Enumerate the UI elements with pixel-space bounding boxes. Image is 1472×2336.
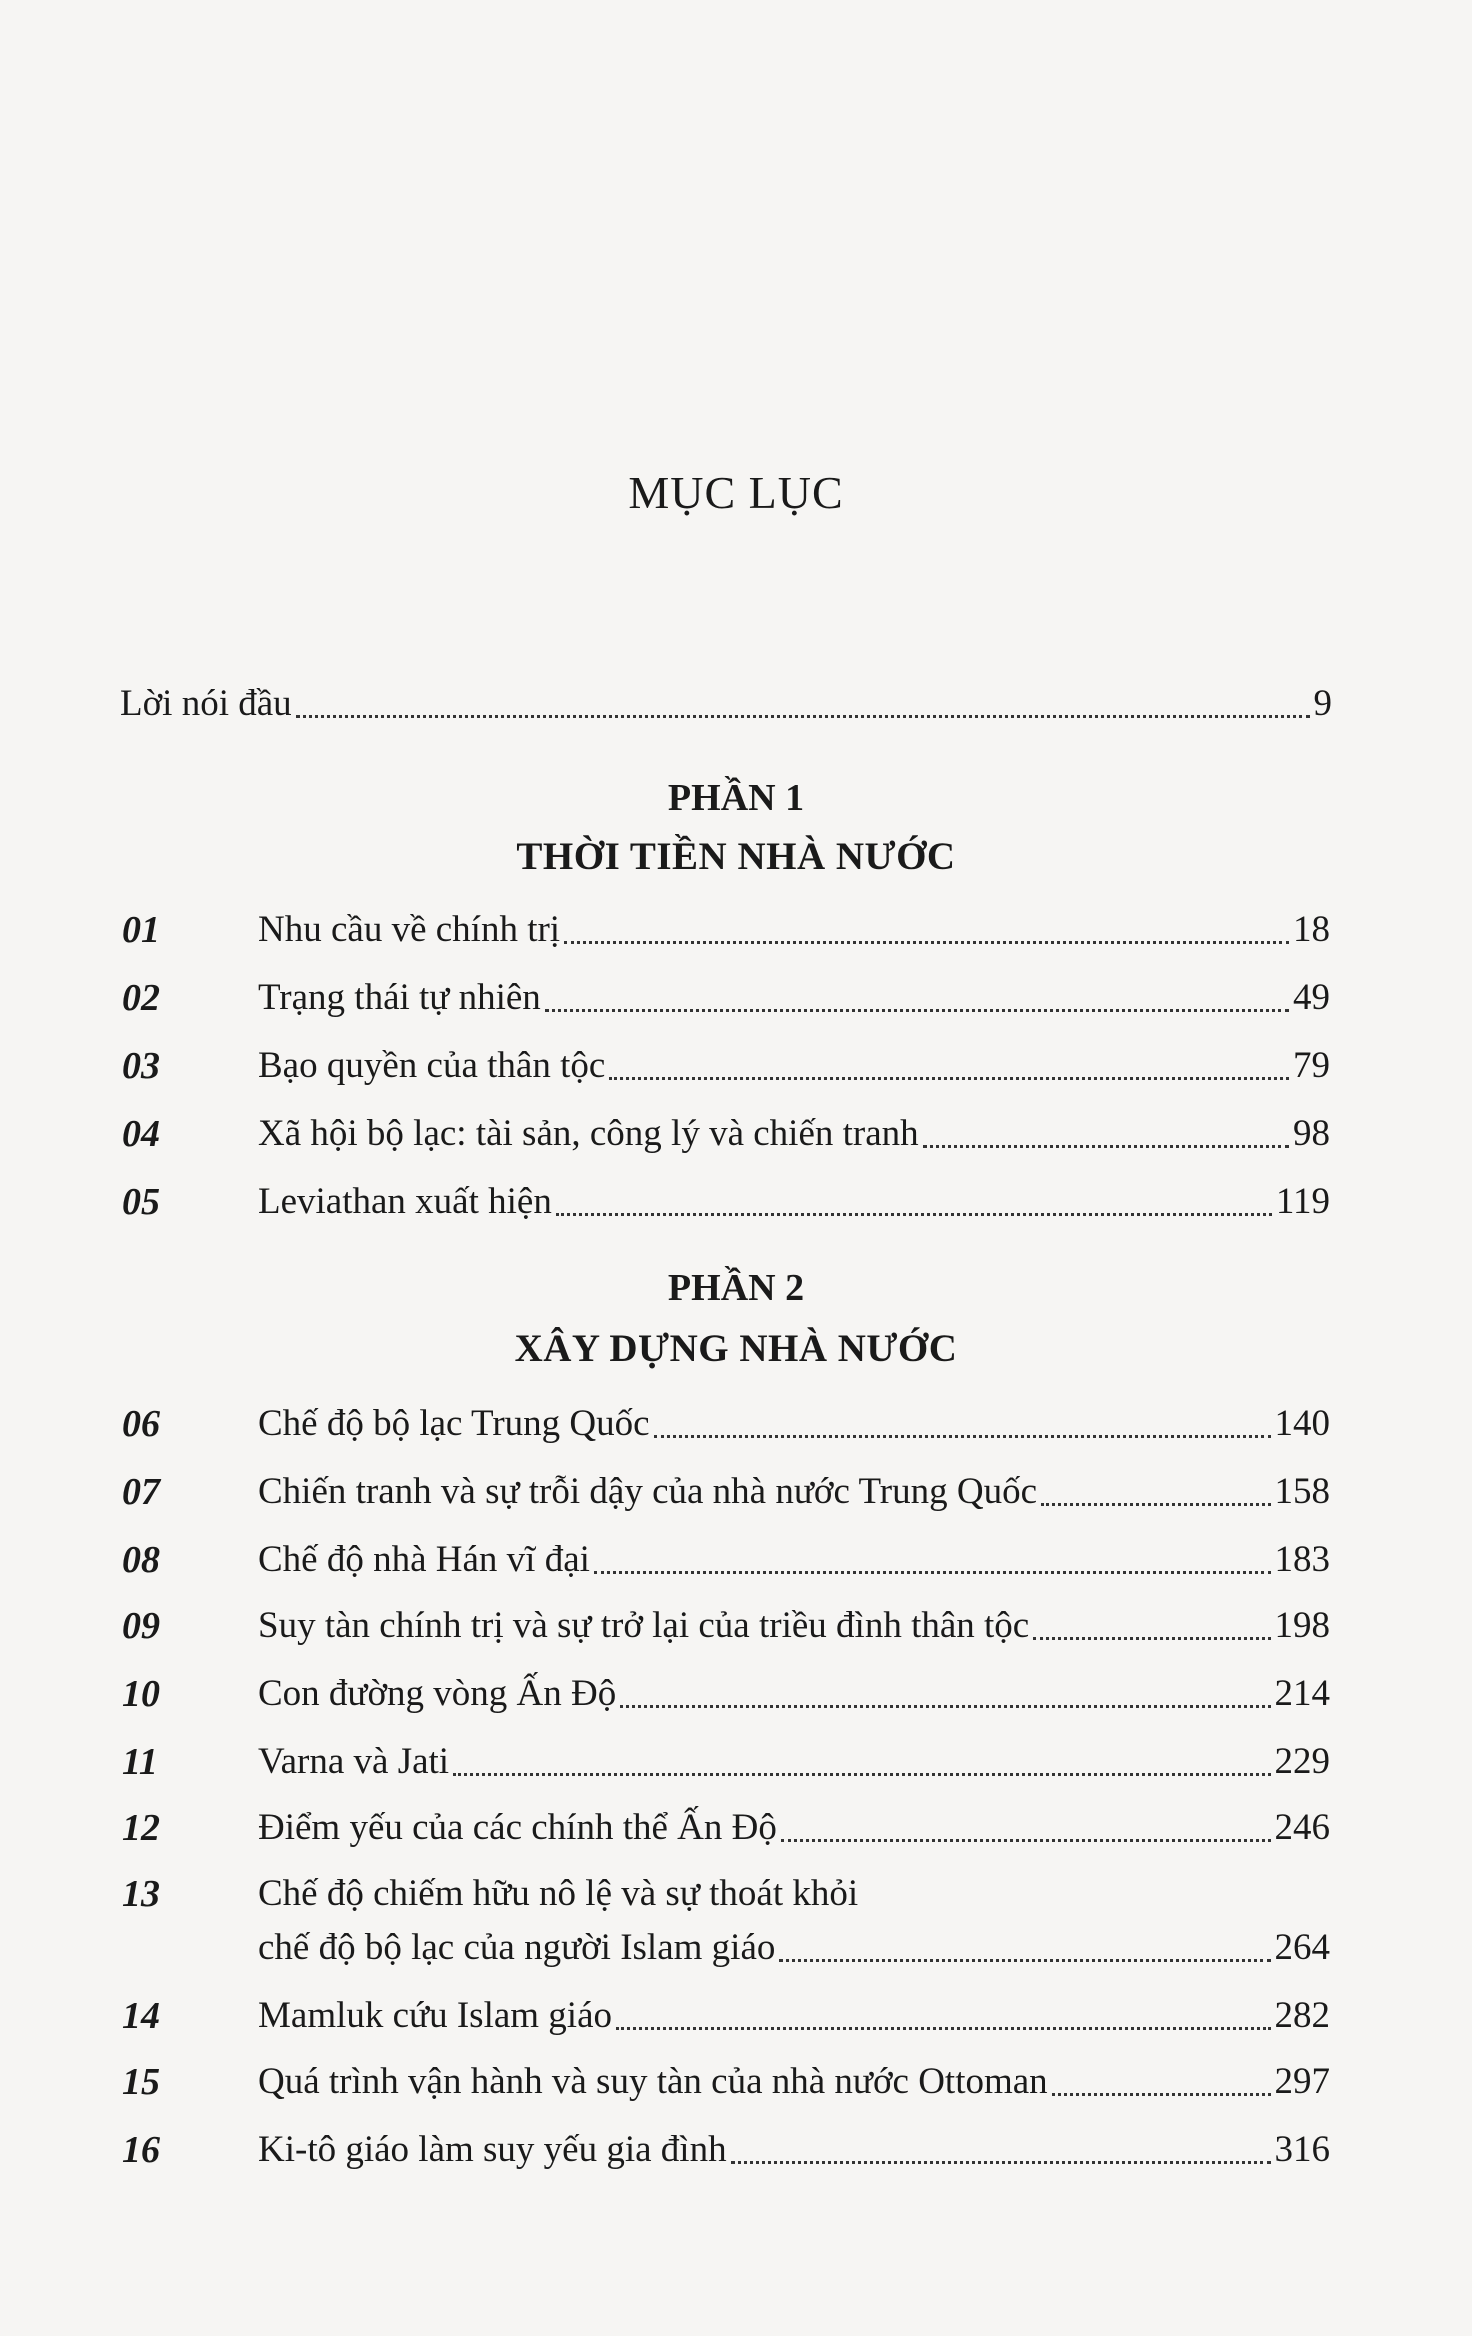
dot-leader <box>1052 2093 1271 2096</box>
dot-leader <box>1033 1637 1270 1640</box>
entry-page: 198 <box>1274 1605 1330 1646</box>
entry-text: Con đường vòng Ấn Độ <box>258 1673 617 1714</box>
entry-page: 214 <box>1274 1673 1330 1714</box>
entry-page: 246 <box>1274 1807 1330 1848</box>
dot-leader <box>616 2027 1270 2030</box>
entry-page: 229 <box>1274 1741 1330 1782</box>
entry-text: Leviathan xuất hiện <box>258 1181 552 1222</box>
dot-leader <box>296 715 1310 718</box>
toc-entry[interactable] <box>122 2122 1330 2178</box>
chapter-number: 11 <box>122 1741 158 1783</box>
entry-page: 158 <box>1274 1471 1330 1512</box>
dot-leader <box>453 1773 1270 1776</box>
dot-leader <box>731 2161 1271 2164</box>
toc-entry[interactable] <box>122 1038 1330 1094</box>
entry-text: Trạng thái tự nhiên <box>258 977 541 1018</box>
chapter-number: 03 <box>122 1045 160 1087</box>
toc-entry[interactable] <box>122 970 1330 1026</box>
chapter-number: 02 <box>122 977 160 1019</box>
dot-leader <box>620 1705 1270 1708</box>
dot-leader <box>564 941 1289 944</box>
toc-entry[interactable] <box>122 1464 1330 1520</box>
entry-text-line1: Chế độ chiếm hữu nô lệ và sự thoát khỏi <box>258 1873 859 1914</box>
dot-leader <box>556 1213 1272 1216</box>
toc-entry[interactable] <box>122 1174 1330 1230</box>
chapter-number: 05 <box>122 1181 160 1223</box>
entry-page: 79 <box>1293 1045 1330 1086</box>
toc-entry[interactable] <box>122 1988 1330 2044</box>
entry-text: Nhu cầu về chính trị <box>258 909 561 950</box>
toc-entry[interactable] <box>122 1396 1330 1452</box>
entry-text: Điểm yếu của các chính thể Ấn Độ <box>258 1807 777 1848</box>
chapter-number: 09 <box>122 1605 160 1647</box>
toc-entry[interactable] <box>122 902 1330 958</box>
chapter-number: 13 <box>122 1873 160 1915</box>
chapter-number: 15 <box>122 2061 160 2103</box>
part-label: PHẦN 2 <box>667 1267 805 1309</box>
toc-entry[interactable] <box>122 1106 1330 1162</box>
part-label: PHẦN 1 <box>667 777 805 819</box>
entry-text: Lời nói đầu <box>120 683 292 724</box>
toc-entry-preface[interactable] <box>120 676 1332 732</box>
chapter-number: 07 <box>122 1471 160 1513</box>
chapter-number: 06 <box>122 1403 160 1445</box>
chapter-number: 16 <box>122 2129 160 2171</box>
entry-text: Chế độ nhà Hán vĩ đại <box>258 1539 590 1580</box>
entry-page: 119 <box>1275 1181 1330 1222</box>
entry-text: chế độ bộ lạc của người Islam giáo <box>258 1927 776 1968</box>
entry-text: Suy tàn chính trị và sự trở lại của triều đình thân tộc <box>258 1605 1030 1646</box>
entry-page: 49 <box>1293 977 1330 1018</box>
entry-text: Quá trình vận hành và suy tàn của nhà nước Ottoman <box>258 2061 1048 2102</box>
toc-entry[interactable] <box>122 1666 1330 1722</box>
dot-leader <box>609 1077 1289 1080</box>
entry-text: Xã hội bộ lạc: tài sản, công lý và chiến tranh <box>258 1113 919 1154</box>
dot-leader <box>779 1959 1270 1962</box>
entry-page: 264 <box>1274 1927 1330 1968</box>
chapter-number: 10 <box>122 1673 160 1715</box>
toc-entry[interactable] <box>122 1598 1330 1654</box>
part-title: THỜI TIỀN NHÀ NƯỚC <box>516 835 956 878</box>
entry-text: Chế độ bộ lạc Trung Quốc <box>258 1403 650 1444</box>
entry-page: 98 <box>1293 1113 1330 1154</box>
entry-page: 282 <box>1274 1995 1330 2036</box>
dot-leader <box>781 1839 1271 1842</box>
chapter-number: 04 <box>122 1113 160 1155</box>
entry-page: 316 <box>1274 2129 1330 2170</box>
dot-leader <box>545 1009 1289 1012</box>
dot-leader <box>594 1571 1271 1574</box>
toc-entry[interactable] <box>122 1532 1330 1588</box>
toc-entry[interactable] <box>122 1800 1330 1856</box>
chapter-number: 08 <box>122 1539 160 1581</box>
entry-text: Ki-tô giáo làm suy yếu gia đình <box>258 2129 727 2170</box>
entry-page: 183 <box>1274 1539 1330 1580</box>
entry-text: Bạo quyền của thân tộc <box>258 1045 606 1086</box>
entry-page: 140 <box>1274 1403 1330 1444</box>
entry-text: Chiến tranh và sự trỗi dậy của nhà nước Trung Quốc <box>258 1471 1037 1512</box>
toc-entry[interactable] <box>122 1734 1330 1790</box>
chapter-number: 14 <box>122 1995 160 2037</box>
entry-page: 9 <box>1313 683 1332 724</box>
chapter-number: 01 <box>122 909 160 951</box>
toc-entry[interactable] <box>122 2054 1330 2110</box>
page-title: MỤC LỤC <box>628 467 844 518</box>
dot-leader <box>1041 1503 1271 1506</box>
entry-page: 18 <box>1293 909 1330 950</box>
entry-text: Mamluk cứu Islam giáo <box>258 1995 613 2036</box>
entry-page: 297 <box>1274 2061 1330 2102</box>
dot-leader <box>923 1145 1289 1148</box>
entry-text: Varna và Jati <box>258 1741 450 1782</box>
part-title: XÂY DỰNG NHÀ NƯỚC <box>514 1327 958 1370</box>
toc-entry-line1[interactable] <box>122 1866 1330 1922</box>
dot-leader <box>654 1435 1271 1438</box>
toc-entry[interactable] <box>122 1920 1330 1976</box>
chapter-number: 12 <box>122 1807 160 1849</box>
